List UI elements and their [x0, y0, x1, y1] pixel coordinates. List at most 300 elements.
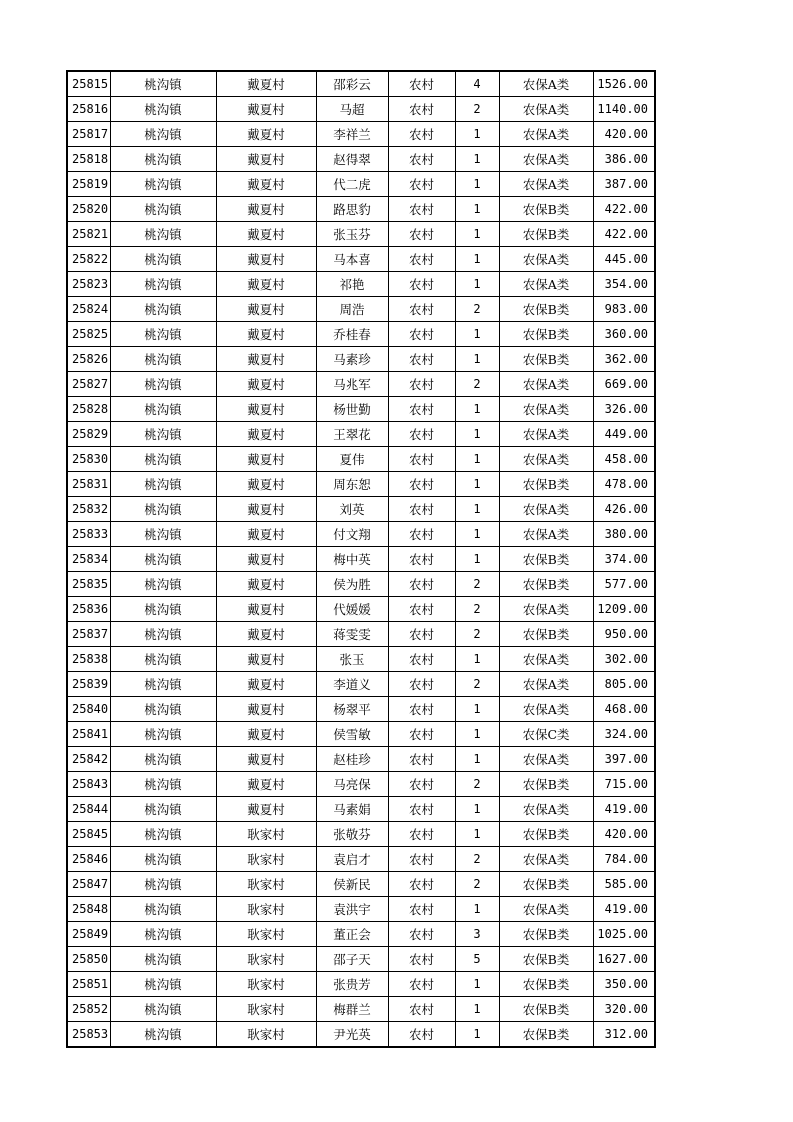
name-cell: 尹光英: [316, 1022, 388, 1048]
insurance-category-cell: 农保A类: [499, 172, 593, 197]
member-count-cell: 1: [455, 697, 499, 722]
record-id-cell: 25822: [67, 247, 110, 272]
insurance-category-cell: 农保B类: [499, 622, 593, 647]
insurance-category-cell: 农保A类: [499, 97, 593, 122]
town-cell: 桃沟镇: [110, 547, 216, 572]
household-type-cell: 农村: [388, 422, 455, 447]
amount-cell: 360.00: [593, 322, 655, 347]
amount-cell: 420.00: [593, 822, 655, 847]
village-cell: 戴夏村: [216, 372, 316, 397]
member-count-cell: 1: [455, 722, 499, 747]
village-cell: 戴夏村: [216, 497, 316, 522]
table-row: [67, 622, 655, 647]
household-type-cell: 农村: [388, 497, 455, 522]
record-id-cell: 25821: [67, 222, 110, 247]
name-cell: 代媛媛: [316, 597, 388, 622]
name-cell: 梅中英: [316, 547, 388, 572]
household-type-cell: 农村: [388, 347, 455, 372]
town-cell: 桃沟镇: [110, 897, 216, 922]
member-count-cell: 5: [455, 947, 499, 972]
town-cell: 桃沟镇: [110, 972, 216, 997]
record-id-cell: 25820: [67, 197, 110, 222]
town-cell: 桃沟镇: [110, 747, 216, 772]
member-count-cell: 2: [455, 372, 499, 397]
town-cell: 桃沟镇: [110, 297, 216, 322]
town-cell: 桃沟镇: [110, 197, 216, 222]
village-cell: 戴夏村: [216, 647, 316, 672]
village-cell: 戴夏村: [216, 522, 316, 547]
household-type-cell: 农村: [388, 147, 455, 172]
member-count-cell: 1: [455, 497, 499, 522]
table-row: [67, 247, 655, 272]
village-cell: 戴夏村: [216, 547, 316, 572]
name-cell: 周东恕: [316, 472, 388, 497]
town-cell: 桃沟镇: [110, 122, 216, 147]
table-row: [67, 347, 655, 372]
amount-cell: 950.00: [593, 622, 655, 647]
household-type-cell: 农村: [388, 397, 455, 422]
name-cell: 马本喜: [316, 247, 388, 272]
name-cell: 付文翔: [316, 522, 388, 547]
household-type-cell: 农村: [388, 597, 455, 622]
record-id-cell: 25829: [67, 422, 110, 447]
town-cell: 桃沟镇: [110, 172, 216, 197]
amount-cell: 350.00: [593, 972, 655, 997]
table-row: [67, 172, 655, 197]
household-type-cell: 农村: [388, 1022, 455, 1048]
record-id-cell: 25819: [67, 172, 110, 197]
insurance-category-cell: 农保A类: [499, 522, 593, 547]
insurance-category-cell: 农保A类: [499, 372, 593, 397]
town-cell: 桃沟镇: [110, 97, 216, 122]
insurance-category-cell: 农保A类: [499, 422, 593, 447]
table-row: [67, 372, 655, 397]
insurance-category-cell: 农保A类: [499, 122, 593, 147]
allowance-table: [66, 70, 656, 1048]
member-count-cell: 1: [455, 172, 499, 197]
member-count-cell: 1: [455, 347, 499, 372]
table-row: [67, 397, 655, 422]
insurance-category-cell: 农保A类: [499, 447, 593, 472]
insurance-category-cell: 农保B类: [499, 472, 593, 497]
insurance-category-cell: 农保A类: [499, 897, 593, 922]
insurance-category-cell: 农保B类: [499, 347, 593, 372]
member-count-cell: 1: [455, 197, 499, 222]
member-count-cell: 1: [455, 822, 499, 847]
record-id-cell: 25844: [67, 797, 110, 822]
household-type-cell: 农村: [388, 572, 455, 597]
insurance-category-cell: 农保B类: [499, 572, 593, 597]
insurance-category-cell: 农保B类: [499, 947, 593, 972]
member-count-cell: 1: [455, 1022, 499, 1048]
village-cell: 戴夏村: [216, 597, 316, 622]
household-type-cell: 农村: [388, 697, 455, 722]
village-cell: 耿家村: [216, 997, 316, 1022]
member-count-cell: 1: [455, 422, 499, 447]
household-type-cell: 农村: [388, 322, 455, 347]
name-cell: 马亮保: [316, 772, 388, 797]
insurance-category-cell: 农保A类: [499, 747, 593, 772]
amount-cell: 354.00: [593, 272, 655, 297]
table-row: [67, 422, 655, 447]
amount-cell: 805.00: [593, 672, 655, 697]
member-count-cell: 1: [455, 247, 499, 272]
town-cell: 桃沟镇: [110, 797, 216, 822]
town-cell: 桃沟镇: [110, 147, 216, 172]
record-id-cell: 25851: [67, 972, 110, 997]
town-cell: 桃沟镇: [110, 522, 216, 547]
record-id-cell: 25850: [67, 947, 110, 972]
town-cell: 桃沟镇: [110, 572, 216, 597]
insurance-category-cell: 农保B类: [499, 197, 593, 222]
member-count-cell: 1: [455, 522, 499, 547]
name-cell: 马素珍: [316, 347, 388, 372]
amount-cell: 320.00: [593, 997, 655, 1022]
town-cell: 桃沟镇: [110, 472, 216, 497]
village-cell: 戴夏村: [216, 172, 316, 197]
amount-cell: 445.00: [593, 247, 655, 272]
village-cell: 戴夏村: [216, 747, 316, 772]
village-cell: 戴夏村: [216, 97, 316, 122]
village-cell: 戴夏村: [216, 247, 316, 272]
amount-cell: 1025.00: [593, 922, 655, 947]
village-cell: 戴夏村: [216, 397, 316, 422]
household-type-cell: 农村: [388, 172, 455, 197]
amount-cell: 983.00: [593, 297, 655, 322]
table-row: [67, 222, 655, 247]
amount-cell: 468.00: [593, 697, 655, 722]
village-cell: 耿家村: [216, 847, 316, 872]
village-cell: 戴夏村: [216, 447, 316, 472]
record-id-cell: 25832: [67, 497, 110, 522]
record-id-cell: 25837: [67, 622, 110, 647]
household-type-cell: 农村: [388, 272, 455, 297]
village-cell: 耿家村: [216, 972, 316, 997]
household-type-cell: 农村: [388, 197, 455, 222]
amount-cell: 362.00: [593, 347, 655, 372]
insurance-category-cell: 农保B类: [499, 1022, 593, 1048]
table-row: [67, 847, 655, 872]
name-cell: 袁洪宇: [316, 897, 388, 922]
insurance-category-cell: 农保A类: [499, 672, 593, 697]
table-row: [67, 147, 655, 172]
village-cell: 戴夏村: [216, 472, 316, 497]
town-cell: 桃沟镇: [110, 722, 216, 747]
record-id-cell: 25846: [67, 847, 110, 872]
insurance-category-cell: 农保B类: [499, 997, 593, 1022]
member-count-cell: 1: [455, 647, 499, 672]
name-cell: 董正会: [316, 922, 388, 947]
name-cell: 代二虎: [316, 172, 388, 197]
amount-cell: 422.00: [593, 222, 655, 247]
member-count-cell: 1: [455, 997, 499, 1022]
record-id-cell: 25842: [67, 747, 110, 772]
table-row: [67, 322, 655, 347]
amount-cell: 1140.00: [593, 97, 655, 122]
insurance-category-cell: 农保A类: [499, 272, 593, 297]
town-cell: 桃沟镇: [110, 447, 216, 472]
name-cell: 李祥兰: [316, 122, 388, 147]
insurance-category-cell: 农保B类: [499, 922, 593, 947]
table-row: [67, 297, 655, 322]
member-count-cell: 2: [455, 847, 499, 872]
table-row: [67, 522, 655, 547]
member-count-cell: 1: [455, 547, 499, 572]
member-count-cell: 1: [455, 897, 499, 922]
table-row: [67, 572, 655, 597]
name-cell: 赵得翠: [316, 147, 388, 172]
insurance-category-cell: 农保A类: [499, 697, 593, 722]
name-cell: 侯雪敏: [316, 722, 388, 747]
record-id-cell: 25818: [67, 147, 110, 172]
amount-cell: 585.00: [593, 872, 655, 897]
amount-cell: 324.00: [593, 722, 655, 747]
household-type-cell: 农村: [388, 947, 455, 972]
name-cell: 杨翠平: [316, 697, 388, 722]
table-row: [67, 197, 655, 222]
name-cell: 路思豹: [316, 197, 388, 222]
table-row: [67, 872, 655, 897]
household-type-cell: 农村: [388, 122, 455, 147]
table-row: [67, 472, 655, 497]
village-cell: 戴夏村: [216, 322, 316, 347]
name-cell: 侯新民: [316, 872, 388, 897]
record-id-cell: 25831: [67, 472, 110, 497]
table-row: [67, 97, 655, 122]
record-id-cell: 25847: [67, 872, 110, 897]
insurance-category-cell: 农保A类: [499, 397, 593, 422]
town-cell: 桃沟镇: [110, 347, 216, 372]
household-type-cell: 农村: [388, 647, 455, 672]
record-id-cell: 25815: [67, 71, 110, 97]
amount-cell: 380.00: [593, 522, 655, 547]
village-cell: 耿家村: [216, 897, 316, 922]
member-count-cell: 1: [455, 472, 499, 497]
village-cell: 戴夏村: [216, 71, 316, 97]
village-cell: 戴夏村: [216, 672, 316, 697]
village-cell: 戴夏村: [216, 572, 316, 597]
town-cell: 桃沟镇: [110, 697, 216, 722]
household-type-cell: 农村: [388, 622, 455, 647]
record-id-cell: 25827: [67, 372, 110, 397]
record-id-cell: 25834: [67, 547, 110, 572]
member-count-cell: 2: [455, 97, 499, 122]
table-row: [67, 71, 655, 97]
table-row: [67, 597, 655, 622]
table-row: [67, 547, 655, 572]
member-count-cell: 3: [455, 922, 499, 947]
name-cell: 侯为胜: [316, 572, 388, 597]
name-cell: 乔桂春: [316, 322, 388, 347]
table-row: [67, 897, 655, 922]
insurance-category-cell: 农保B类: [499, 972, 593, 997]
household-type-cell: 农村: [388, 547, 455, 572]
member-count-cell: 1: [455, 322, 499, 347]
member-count-cell: 2: [455, 297, 499, 322]
household-type-cell: 农村: [388, 897, 455, 922]
amount-cell: 784.00: [593, 847, 655, 872]
member-count-cell: 2: [455, 772, 499, 797]
member-count-cell: 2: [455, 597, 499, 622]
name-cell: 祁艳: [316, 272, 388, 297]
record-id-cell: 25838: [67, 647, 110, 672]
record-id-cell: 25835: [67, 572, 110, 597]
amount-cell: 1209.00: [593, 597, 655, 622]
name-cell: 梅群兰: [316, 997, 388, 1022]
town-cell: 桃沟镇: [110, 922, 216, 947]
member-count-cell: 2: [455, 622, 499, 647]
record-id-cell: 25816: [67, 97, 110, 122]
name-cell: 蒋雯雯: [316, 622, 388, 647]
member-count-cell: 4: [455, 71, 499, 97]
name-cell: 马超: [316, 97, 388, 122]
record-id-cell: 25828: [67, 397, 110, 422]
name-cell: 赵桂珍: [316, 747, 388, 772]
insurance-category-cell: 农保A类: [499, 797, 593, 822]
record-id-cell: 25817: [67, 122, 110, 147]
town-cell: 桃沟镇: [110, 822, 216, 847]
record-id-cell: 25845: [67, 822, 110, 847]
insurance-category-cell: 农保A类: [499, 497, 593, 522]
household-type-cell: 农村: [388, 722, 455, 747]
record-id-cell: 25836: [67, 597, 110, 622]
name-cell: 李道义: [316, 672, 388, 697]
amount-cell: 397.00: [593, 747, 655, 772]
amount-cell: 458.00: [593, 447, 655, 472]
insurance-category-cell: 农保A类: [499, 597, 593, 622]
member-count-cell: 1: [455, 397, 499, 422]
insurance-category-cell: 农保A类: [499, 847, 593, 872]
town-cell: 桃沟镇: [110, 872, 216, 897]
table-row: [67, 747, 655, 772]
village-cell: 戴夏村: [216, 797, 316, 822]
name-cell: 张玉: [316, 647, 388, 672]
town-cell: 桃沟镇: [110, 222, 216, 247]
record-id-cell: 25823: [67, 272, 110, 297]
village-cell: 戴夏村: [216, 697, 316, 722]
insurance-category-cell: 农保C类: [499, 722, 593, 747]
member-count-cell: 1: [455, 797, 499, 822]
table-row: [67, 497, 655, 522]
table-row: [67, 922, 655, 947]
table-row: [67, 997, 655, 1022]
town-cell: 桃沟镇: [110, 397, 216, 422]
insurance-category-cell: 农保A类: [499, 647, 593, 672]
amount-cell: 386.00: [593, 147, 655, 172]
town-cell: 桃沟镇: [110, 997, 216, 1022]
village-cell: 耿家村: [216, 1022, 316, 1048]
village-cell: 戴夏村: [216, 622, 316, 647]
name-cell: 邵彩云: [316, 71, 388, 97]
village-cell: 戴夏村: [216, 772, 316, 797]
insurance-category-cell: 农保A类: [499, 147, 593, 172]
town-cell: 桃沟镇: [110, 647, 216, 672]
name-cell: 刘英: [316, 497, 388, 522]
record-id-cell: 25825: [67, 322, 110, 347]
household-type-cell: 农村: [388, 847, 455, 872]
insurance-category-cell: 农保B类: [499, 297, 593, 322]
town-cell: 桃沟镇: [110, 772, 216, 797]
village-cell: 戴夏村: [216, 197, 316, 222]
insurance-category-cell: 农保A类: [499, 247, 593, 272]
household-type-cell: 农村: [388, 822, 455, 847]
town-cell: 桃沟镇: [110, 847, 216, 872]
amount-cell: 419.00: [593, 897, 655, 922]
household-type-cell: 农村: [388, 97, 455, 122]
insurance-category-cell: 农保B类: [499, 872, 593, 897]
insurance-category-cell: 农保B类: [499, 222, 593, 247]
amount-cell: 302.00: [593, 647, 655, 672]
record-id-cell: 25833: [67, 522, 110, 547]
household-type-cell: 农村: [388, 872, 455, 897]
household-type-cell: 农村: [388, 297, 455, 322]
village-cell: 戴夏村: [216, 422, 316, 447]
name-cell: 马兆军: [316, 372, 388, 397]
household-type-cell: 农村: [388, 247, 455, 272]
amount-cell: 419.00: [593, 797, 655, 822]
table-row: [67, 272, 655, 297]
table-row: [67, 822, 655, 847]
record-id-cell: 25840: [67, 697, 110, 722]
record-id-cell: 25839: [67, 672, 110, 697]
town-cell: 桃沟镇: [110, 71, 216, 97]
name-cell: 杨世勤: [316, 397, 388, 422]
household-type-cell: 农村: [388, 797, 455, 822]
amount-cell: 387.00: [593, 172, 655, 197]
household-type-cell: 农村: [388, 522, 455, 547]
amount-cell: 374.00: [593, 547, 655, 572]
table-row: [67, 697, 655, 722]
name-cell: 王翠花: [316, 422, 388, 447]
amount-cell: 669.00: [593, 372, 655, 397]
member-count-cell: 1: [455, 272, 499, 297]
amount-cell: 312.00: [593, 1022, 655, 1048]
village-cell: 戴夏村: [216, 722, 316, 747]
household-type-cell: 农村: [388, 747, 455, 772]
insurance-category-cell: 农保A类: [499, 71, 593, 97]
record-id-cell: 25841: [67, 722, 110, 747]
member-count-cell: 1: [455, 147, 499, 172]
town-cell: 桃沟镇: [110, 622, 216, 647]
household-type-cell: 农村: [388, 672, 455, 697]
amount-cell: 577.00: [593, 572, 655, 597]
member-count-cell: 1: [455, 122, 499, 147]
record-id-cell: 25853: [67, 1022, 110, 1048]
amount-cell: 715.00: [593, 772, 655, 797]
amount-cell: 478.00: [593, 472, 655, 497]
name-cell: 张玉芬: [316, 222, 388, 247]
amount-cell: 422.00: [593, 197, 655, 222]
village-cell: 戴夏村: [216, 122, 316, 147]
record-id-cell: 25826: [67, 347, 110, 372]
name-cell: 张敬芬: [316, 822, 388, 847]
town-cell: 桃沟镇: [110, 247, 216, 272]
town-cell: 桃沟镇: [110, 422, 216, 447]
name-cell: 张贵芳: [316, 972, 388, 997]
amount-cell: 1526.00: [593, 71, 655, 97]
table-body: [67, 71, 655, 1047]
town-cell: 桃沟镇: [110, 322, 216, 347]
village-cell: 耿家村: [216, 947, 316, 972]
town-cell: 桃沟镇: [110, 272, 216, 297]
household-type-cell: 农村: [388, 997, 455, 1022]
table-row: [67, 1022, 655, 1048]
record-id-cell: 25830: [67, 447, 110, 472]
town-cell: 桃沟镇: [110, 1022, 216, 1048]
name-cell: 夏伟: [316, 447, 388, 472]
insurance-category-cell: 农保B类: [499, 547, 593, 572]
amount-cell: 1627.00: [593, 947, 655, 972]
